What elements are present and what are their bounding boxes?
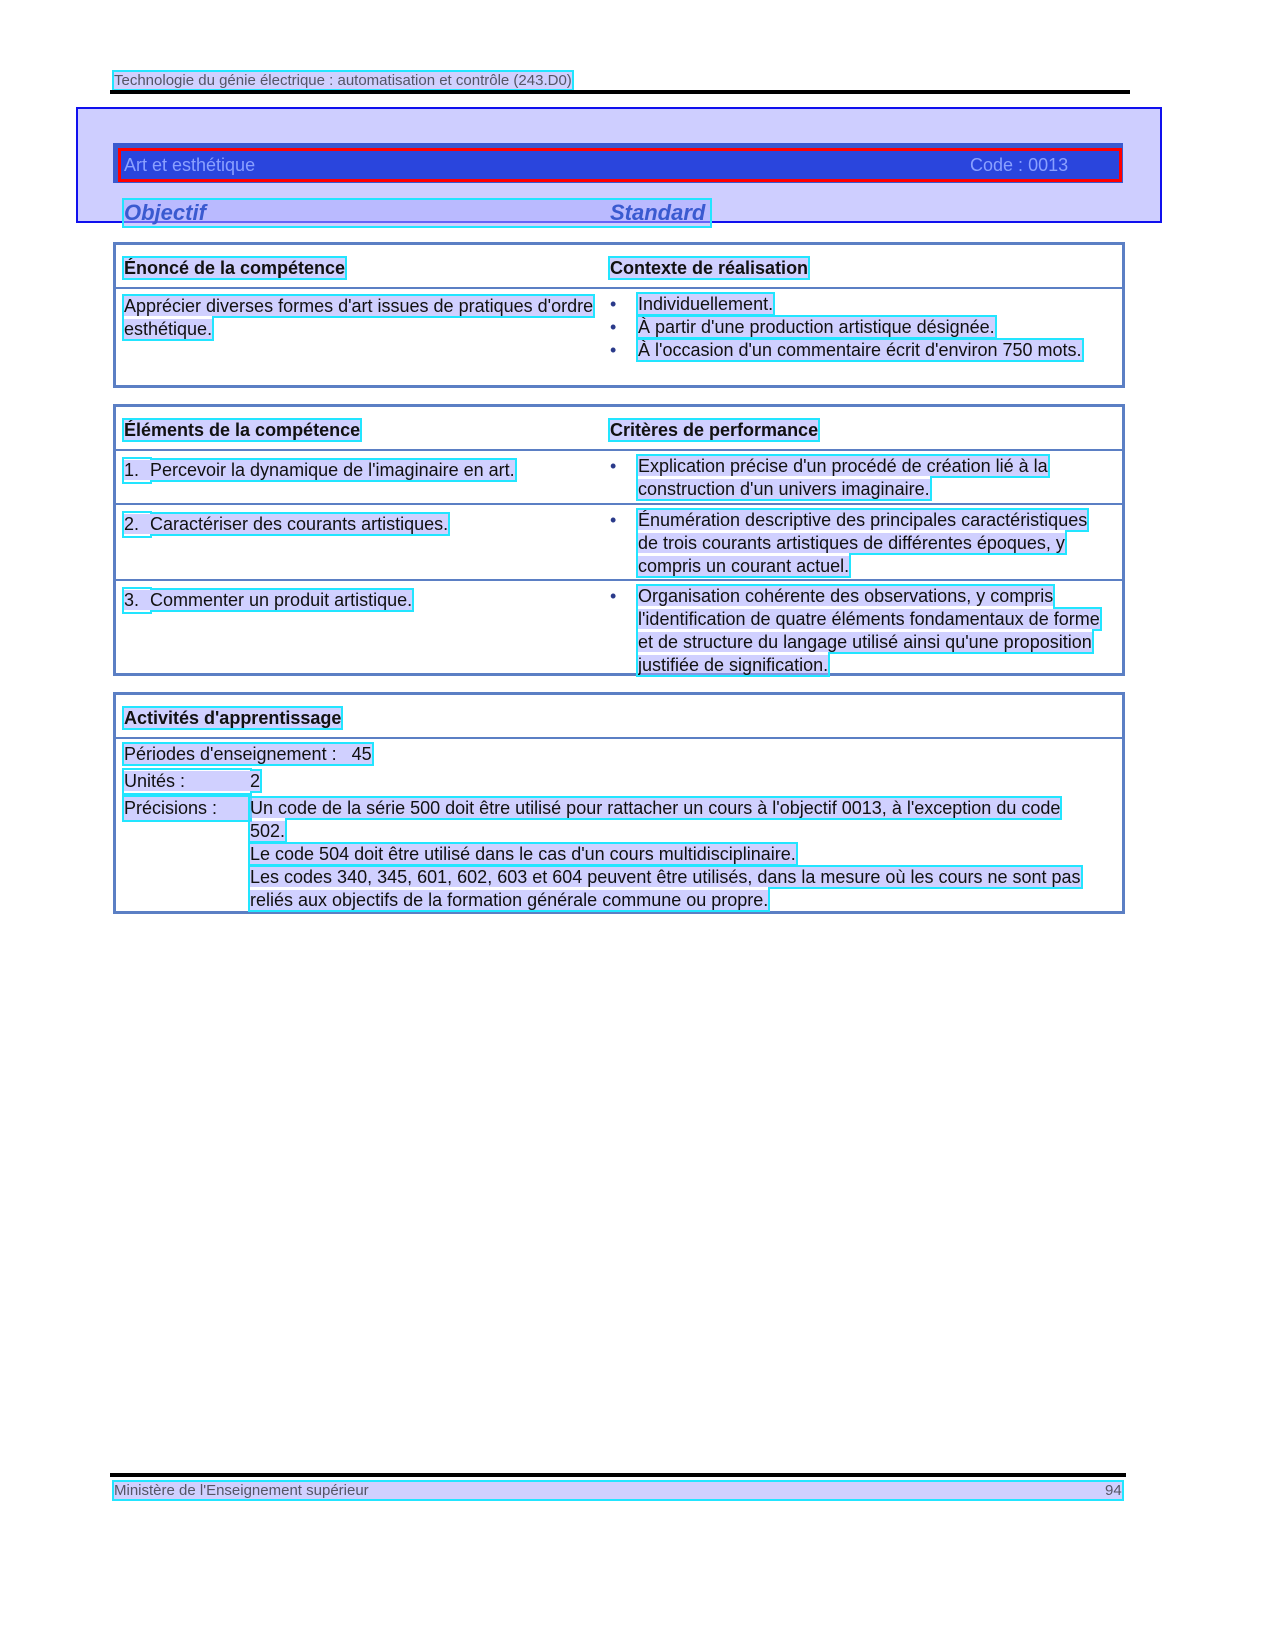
activities-table [113, 692, 1125, 914]
list-item: • Énumération descriptive des principales caractéristiques de trois courants artistiques de différentes époques, y compris un courant actuel. [610, 509, 1100, 578]
column-header: Activités d'apprentissage [124, 708, 342, 728]
list-item: • Explication précise d'un procédé de création lié à la construction d'un univers imaginaire. [610, 455, 1100, 501]
detail-text: Le code 504 doit être utilisé dans le cas d'un cours multidisciplinaire. [250, 844, 796, 864]
column-header: Énoncé de la compétence [124, 258, 346, 278]
table-row: 1. Percevoir la dynamique de l'imaginaire en art. • Explication précise d'un procédé de création lié à la construction d'un univers imaginaire. [116, 449, 1122, 503]
table-header-row [116, 695, 1122, 737]
competence-table [113, 242, 1125, 388]
periods: Périodes d'enseignement : 45 [124, 744, 372, 764]
table-header-row [116, 245, 1122, 287]
running-header: Technologie du génie électrique : automatisation et contrôle (243.D0) [114, 72, 572, 89]
table-row [116, 287, 1122, 385]
column-header: Contexte de réalisation [610, 258, 809, 278]
elements-table [113, 404, 1125, 676]
detail-text: Les codes 340, 345, 601, 602, 603 et 604 peuvent être utilisés, dans la mesure où les cours ne sont pas reliés aux objectifs de la formation générale commune ou propre. [250, 867, 1081, 910]
table-row: 3. Commenter un produit artistique. • Organisation cohérente des observations, y compris l'identification de quatre éléments fondamentaux de forme et de structure du langage utilisé ainsi qu'une proposition justifiée de signification. [116, 579, 1122, 677]
footer-rule [110, 1473, 1126, 1477]
objectif-heading: Objectif [124, 200, 710, 226]
objective-code [970, 155, 1068, 176]
element-text: Caractériser des courants artistiques. [150, 514, 449, 534]
column-header: Éléments de la compétence [124, 420, 361, 440]
details-label: Précisions : [124, 797, 250, 820]
element-text: Commenter un produit artistique. [150, 590, 413, 610]
list-item: • À partir d'une production artistique désignée. [610, 316, 1100, 339]
element-text: Percevoir la dynamique de l'imaginaire en art. [150, 460, 515, 480]
standard-heading: Standard [610, 200, 706, 225]
header-rule [110, 90, 1130, 94]
units: Unités : 2 [124, 771, 261, 791]
code-value: 0013 [1028, 155, 1069, 175]
detail-text: Un code de la série 500 doit être utilisé pour rattacher un cours à l'objectif 0013, à l'exception du code 502. [250, 798, 1061, 841]
list-item: • À l'occasion d'un commentaire écrit d'environ 750 mots. [610, 339, 1100, 362]
list-item: • Individuellement. [610, 293, 1100, 316]
page-number: 94 [1105, 1482, 1122, 1499]
table-header-row [116, 407, 1122, 449]
footer-ministry: Ministère de l'Enseignement supérieur [114, 1482, 1122, 1499]
list-item: • Organisation cohérente des observations, y compris l'identification de quatre éléments fondamentaux de forme et de structure du langage utilisé ainsi qu'une proposition justifiée de signification. [610, 585, 1100, 677]
competence-statement: Apprécier diverses formes d'art issues de pratiques d'ordre esthétique. [124, 296, 594, 339]
activities-body [116, 737, 1122, 909]
column-header: Critères de performance [610, 420, 819, 440]
code-label: Code : [970, 155, 1024, 175]
objective-title: Art et esthétique [124, 155, 256, 175]
table-row: 2. Caractériser des courants artistiques. • Énumération descriptive des principales caractéristiques de trois courants artistiques de différentes époques, y compris un courant actuel. [116, 503, 1122, 579]
